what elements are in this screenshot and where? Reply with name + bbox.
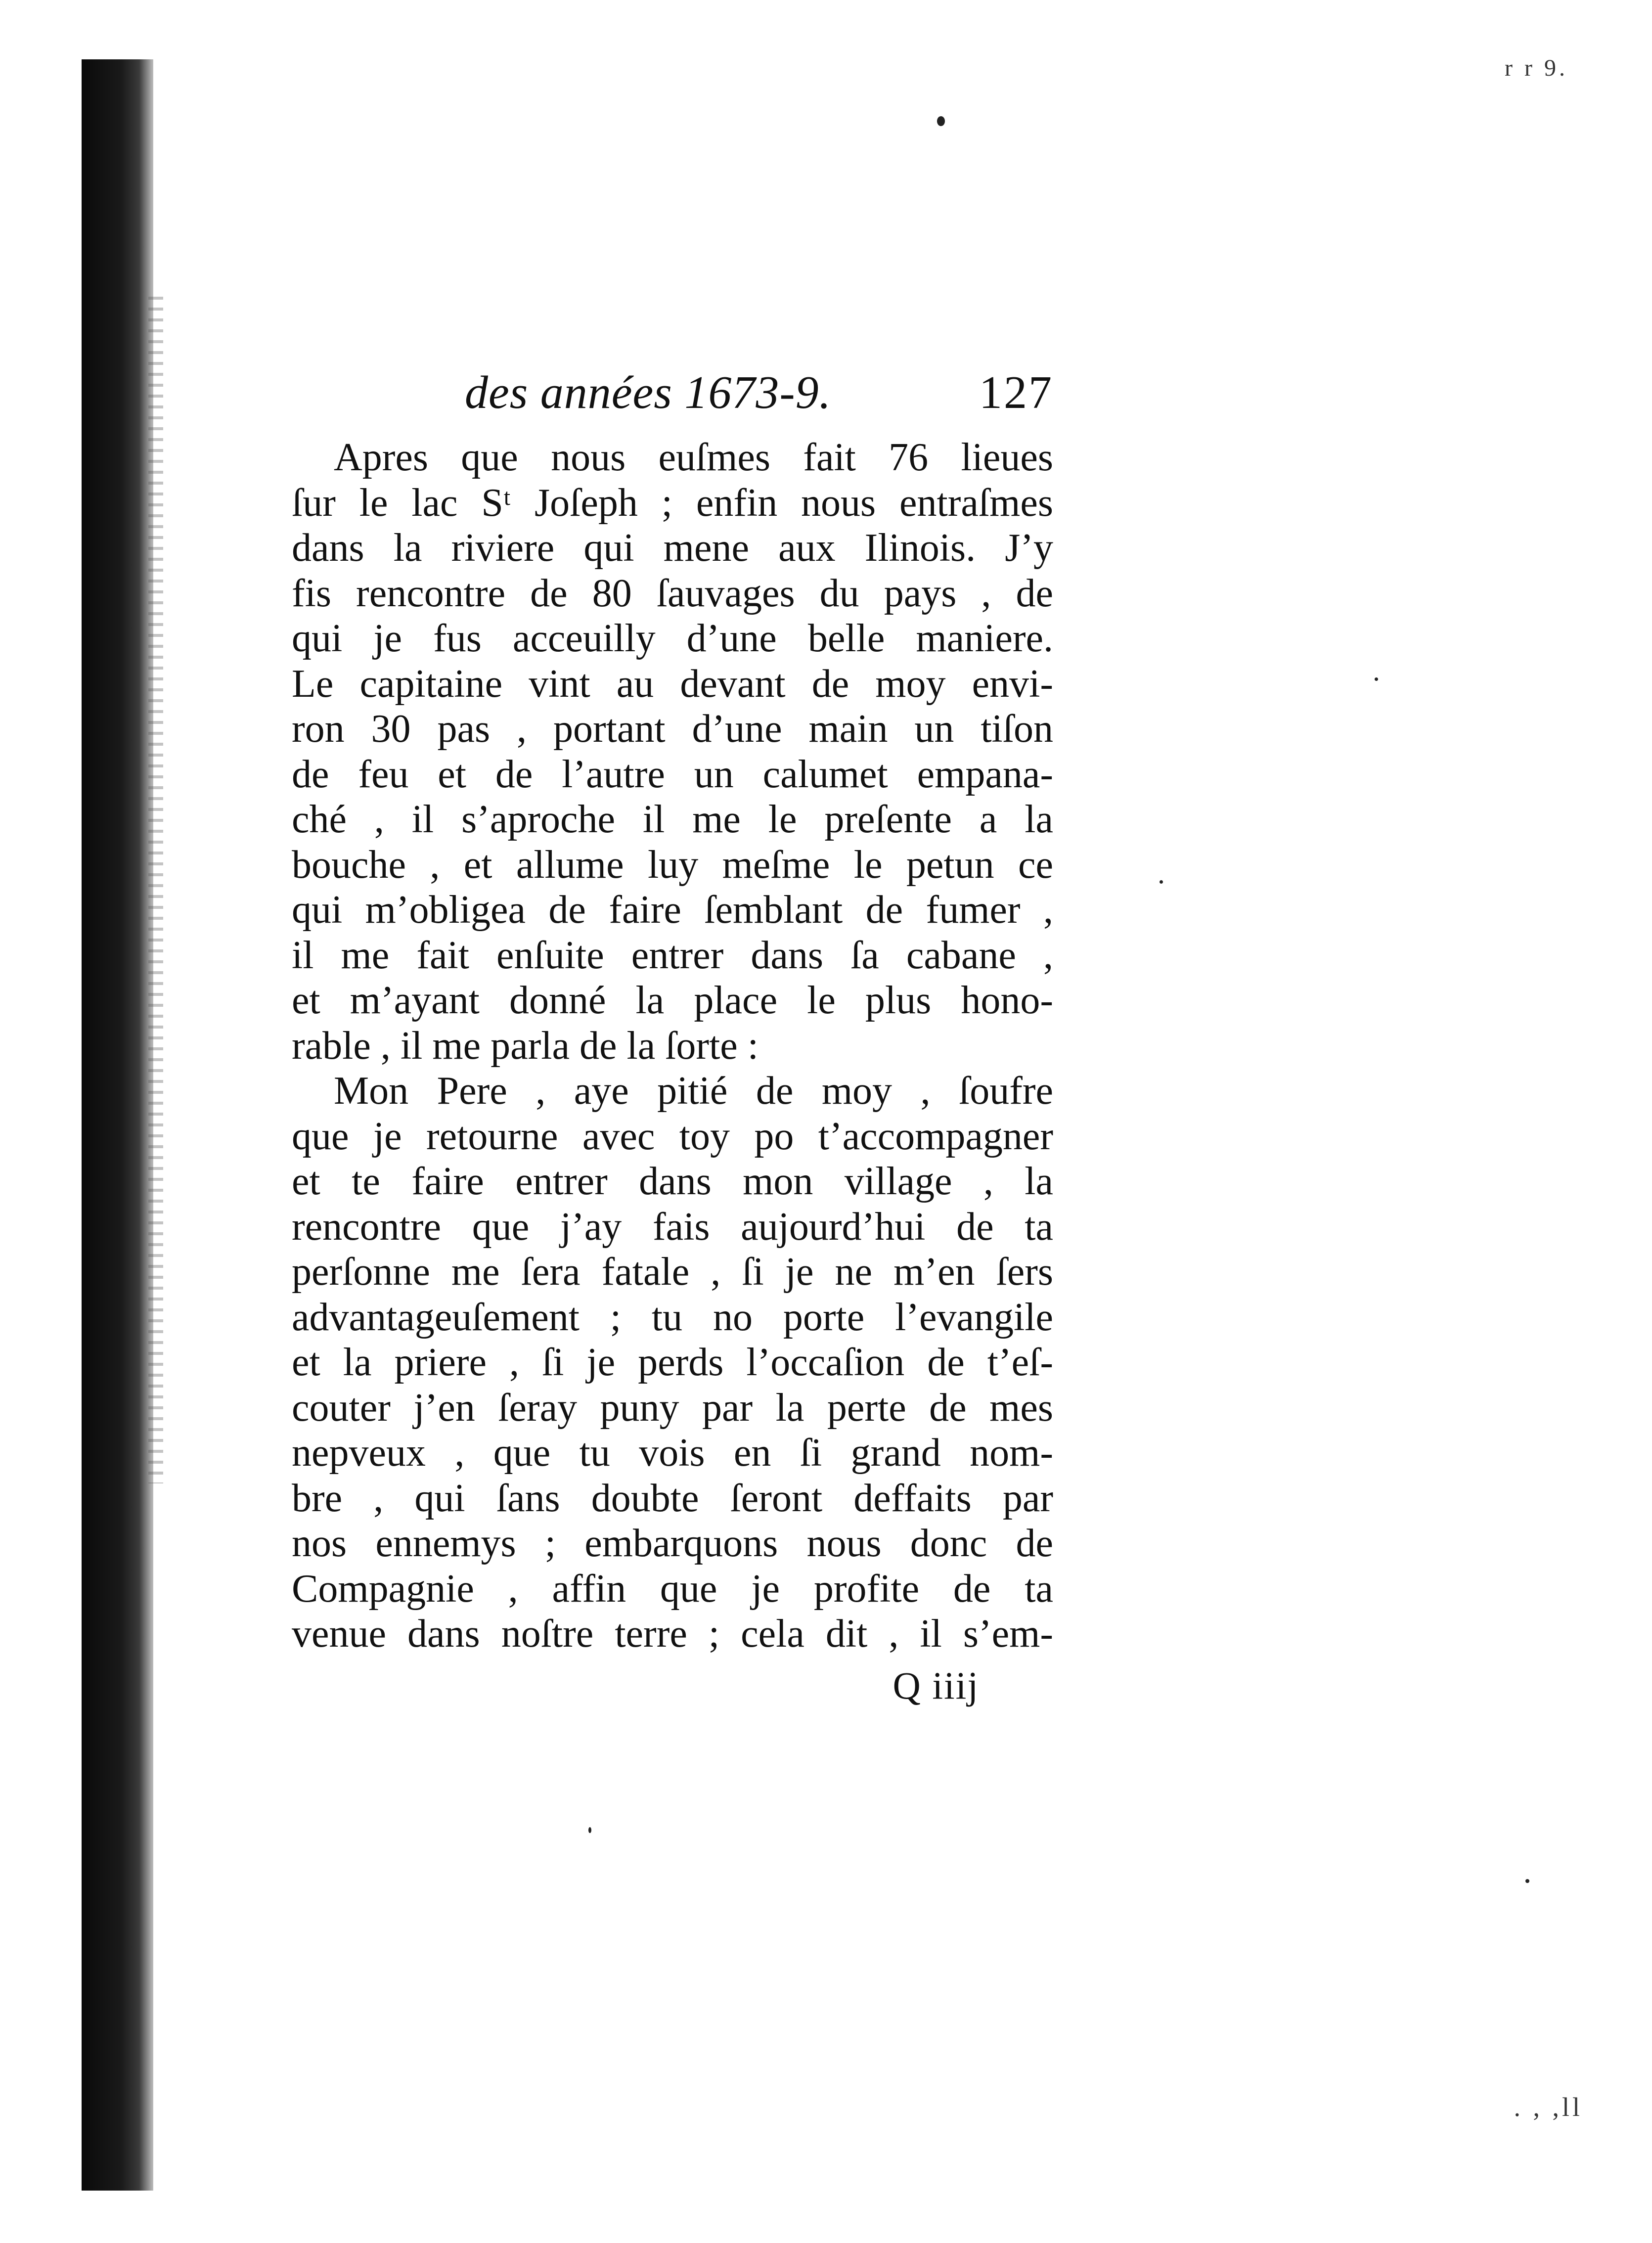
signature-mark: Q iiij <box>893 1663 979 1707</box>
text-line: et m’ayant donné la place le plus hono- <box>292 979 1053 1022</box>
text-line: nos ennemys ; embarquons nous donc de <box>292 1522 1053 1565</box>
text-line: rable , il me parla de la ſorte : <box>292 1024 759 1068</box>
ink-speck <box>1375 677 1378 681</box>
running-head <box>292 366 1053 435</box>
text-line: nepveux , que tu vois en ſi grand nom- <box>292 1431 1053 1475</box>
text-line: couter j’en ſeray puny par la perte de mes <box>292 1386 1053 1430</box>
text-line: venue dans noſtre terre ; cela dit , il s’em- <box>292 1612 1053 1656</box>
text-line: Mon Pere , aye pitié de moy , ſoufre <box>334 1069 1053 1113</box>
text-line: que je retourne avec toy po t’accompagner <box>292 1114 1053 1158</box>
text-line: et la priere , ſi je perds l’occaſion de t’eſ- <box>292 1341 1053 1384</box>
text-line: dans la riviere qui mene aux Ilinois. J’y <box>292 526 1053 570</box>
book-page <box>292 366 1053 1710</box>
text-line: qui m’obligea de faire ſemblant de fumer , <box>292 888 1053 932</box>
text-line: de feu et de l’autre un calumet empana- <box>292 752 1053 796</box>
corner-mark-bottom: . , ,ll <box>1514 2092 1583 2122</box>
ink-speck <box>1525 1879 1529 1883</box>
text-line: ron 30 pas , portant d’une main un tiſon <box>292 707 1053 751</box>
ink-speck <box>588 1827 591 1833</box>
corner-mark-top: r r 9. <box>1505 55 1568 81</box>
page-number: 127 <box>979 367 1053 418</box>
text-line: ché , il s’aproche il me le preſente a la <box>292 798 1053 841</box>
text-line: bre , qui ſans doubte ſeront deffaits par <box>292 1476 1053 1520</box>
body-text <box>292 435 1053 1657</box>
text-line: et te faire entrer dans mon village , la <box>292 1160 1053 1203</box>
text-line: Compagnie , affin que je profite de ta <box>292 1567 1053 1611</box>
binding-fray-texture <box>148 297 163 1483</box>
text-line: Apres que nous euſmes fait 76 lieues <box>334 436 1053 479</box>
text-line: perſonne me ſera fatale , ſi je ne m’en ſers <box>292 1250 1053 1294</box>
running-title: des années 1673-9. <box>465 367 832 418</box>
text-line: qui je fus acceuilly d’une belle maniere. <box>292 617 1053 660</box>
text-line: ſur le lac Sᵗ Joſeph ; enfin nous entraſmes <box>292 481 1053 525</box>
text-line: bouche , et allume luy meſme le petun ce <box>292 843 1053 887</box>
paragraph-1 <box>292 435 1053 1069</box>
paragraph-2 <box>292 1069 1053 1657</box>
text-line: Le capitaine vint au devant de moy envi- <box>292 662 1053 706</box>
ink-speck <box>937 116 945 126</box>
text-line: rencontre que j’ay fais aujourd’hui de ta <box>292 1205 1053 1249</box>
book-binding-edge <box>82 59 153 2191</box>
text-line: fis rencontre de 80 ſauvages du pays , de <box>292 571 1053 615</box>
text-line: il me fait enſuite entrer dans ſa cabane , <box>292 933 1053 977</box>
ink-speck <box>1160 880 1163 884</box>
text-line: advantageuſement ; tu no porte l’evangile <box>292 1295 1053 1339</box>
